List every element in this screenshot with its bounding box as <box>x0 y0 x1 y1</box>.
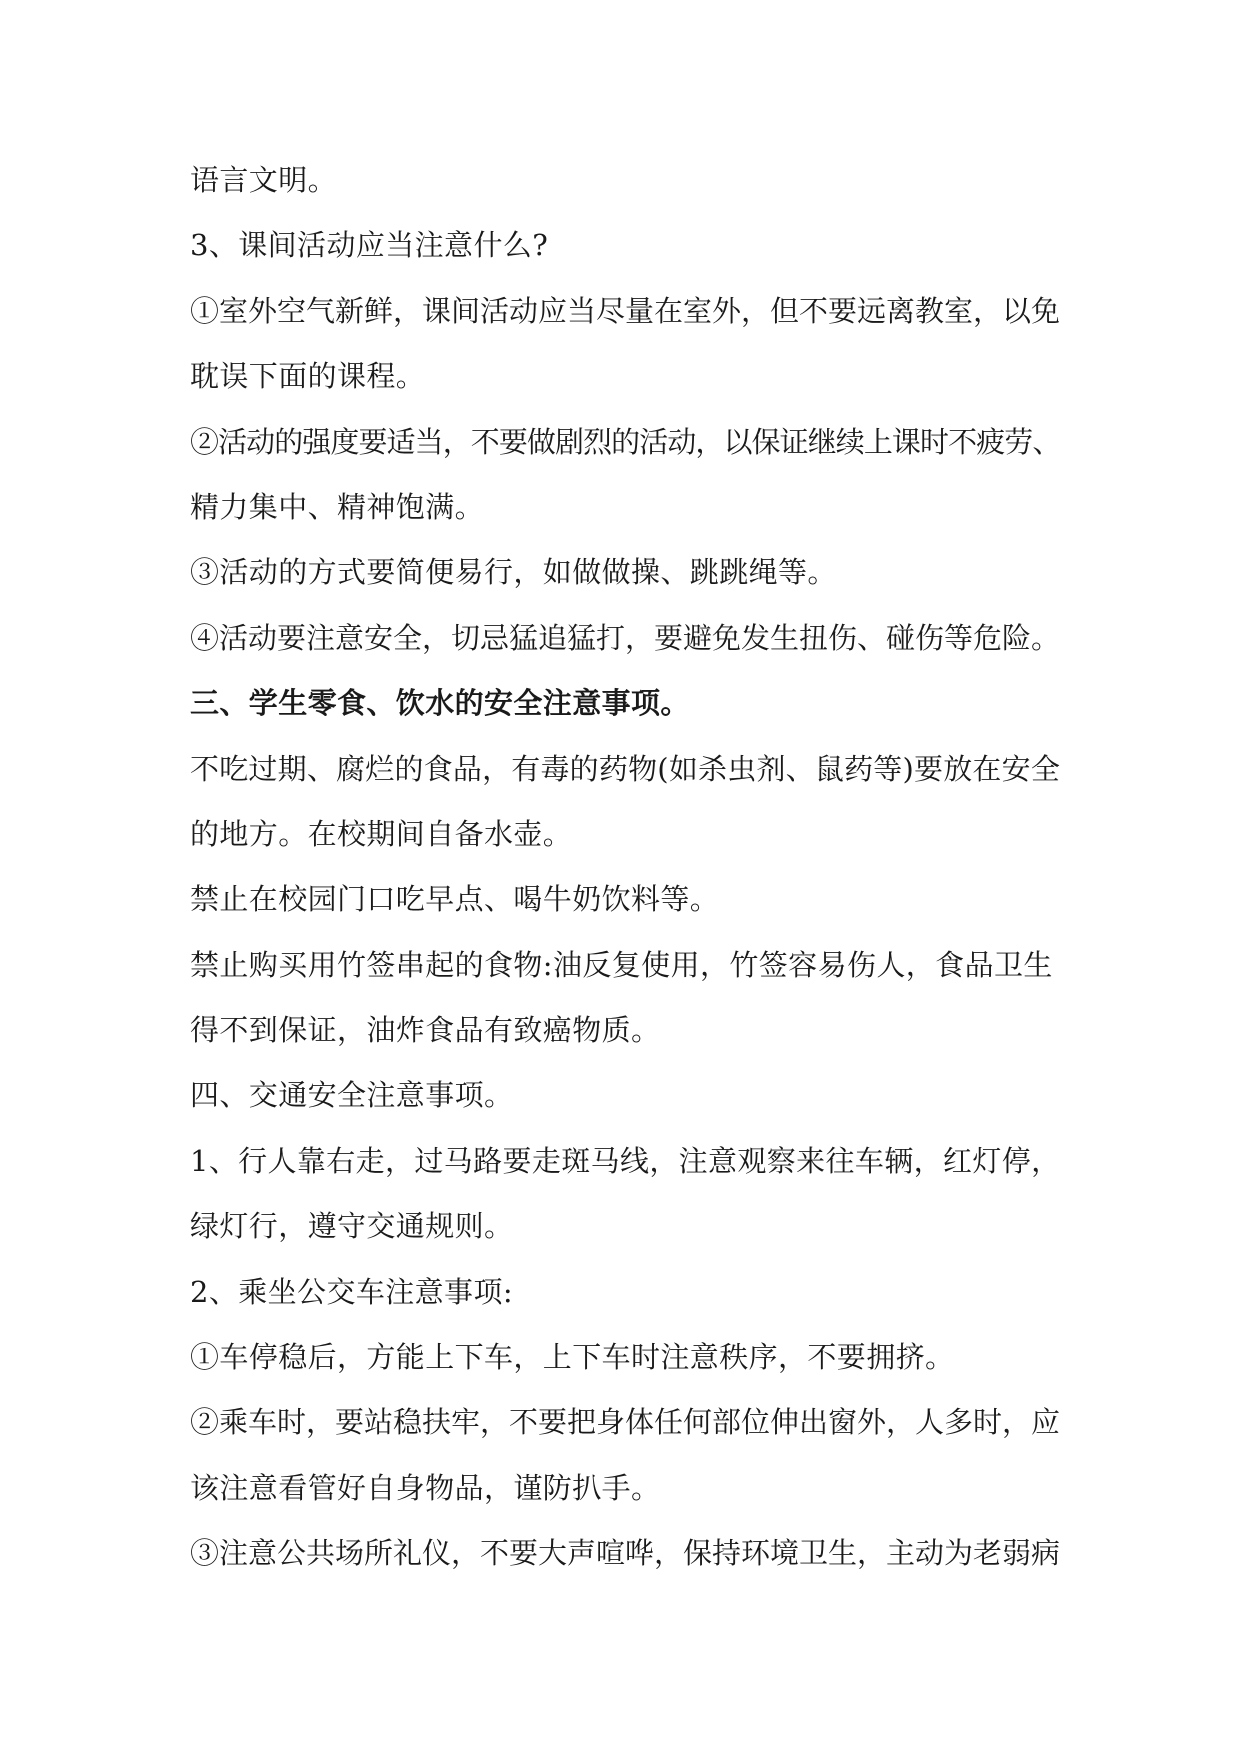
text-line: 禁止在校园门口吃早点、喝牛奶饮料等。 <box>190 882 720 917</box>
text-line: ②活动的强度要适当，不要做剧烈的活动，以保证继续上课时不疲劳、 <box>190 424 1061 459</box>
text-line: 不吃过期、腐烂的食品，有毒的药物(如杀虫剂、鼠药等)要放在安全 <box>190 751 1061 786</box>
text-line: ①室外空气新鲜，课间活动应当尽量在室外，但不要远离教室，以免 <box>190 293 1061 328</box>
section-heading: 三、学生零食、饮水的安全注意事项。 <box>190 686 690 721</box>
text-line: 1、行人靠右走，过马路要走斑马线，注意观察来往车辆，红灯停， <box>190 1143 1061 1178</box>
text-line: 耽误下面的课程。 <box>190 359 426 394</box>
text-line: ④活动要注意安全，切忌猛追猛打，要避免发生扭伤、碰伤等危险。 <box>190 620 1061 655</box>
document-body <box>190 156 1060 1595</box>
text-line: 得不到保证，油炸食品有致癌物质。 <box>190 1013 661 1048</box>
text-line: 语言文明。 <box>190 163 338 197</box>
text-line: 绿灯行，遵守交通规则。 <box>190 1209 514 1244</box>
text-line: 2、乘坐公交车注意事项: <box>190 1274 514 1309</box>
text-line: 3、课间活动应当注意什么? <box>190 228 549 263</box>
text-line: ①车停稳后，方能上下车，上下车时注意秩序，不要拥挤。 <box>190 1340 955 1375</box>
text-line: 精力集中、精神饱满。 <box>190 489 485 524</box>
text-line: ③活动的方式要简便易行，如做做操、跳跳绳等。 <box>190 555 837 590</box>
text-line: ②乘车时，要站稳扶牢，不要把身体任何部位伸出窗外，人多时，应 <box>190 1405 1061 1440</box>
text-line: 的地方。在校期间自备水壶。 <box>190 816 573 851</box>
text-line: 禁止购买用竹签串起的食物:油反复使用，竹签容易伤人，食品卫生 <box>190 947 1053 982</box>
text-line: 该注意看管好自身物品，谨防扒手。 <box>190 1470 661 1505</box>
text-line: ③注意公共场所礼仪，不要大声喧哗，保持环境卫生，主动为老弱病 <box>190 1536 1061 1571</box>
text-line: 四、交通安全注意事项。 <box>190 1078 514 1113</box>
